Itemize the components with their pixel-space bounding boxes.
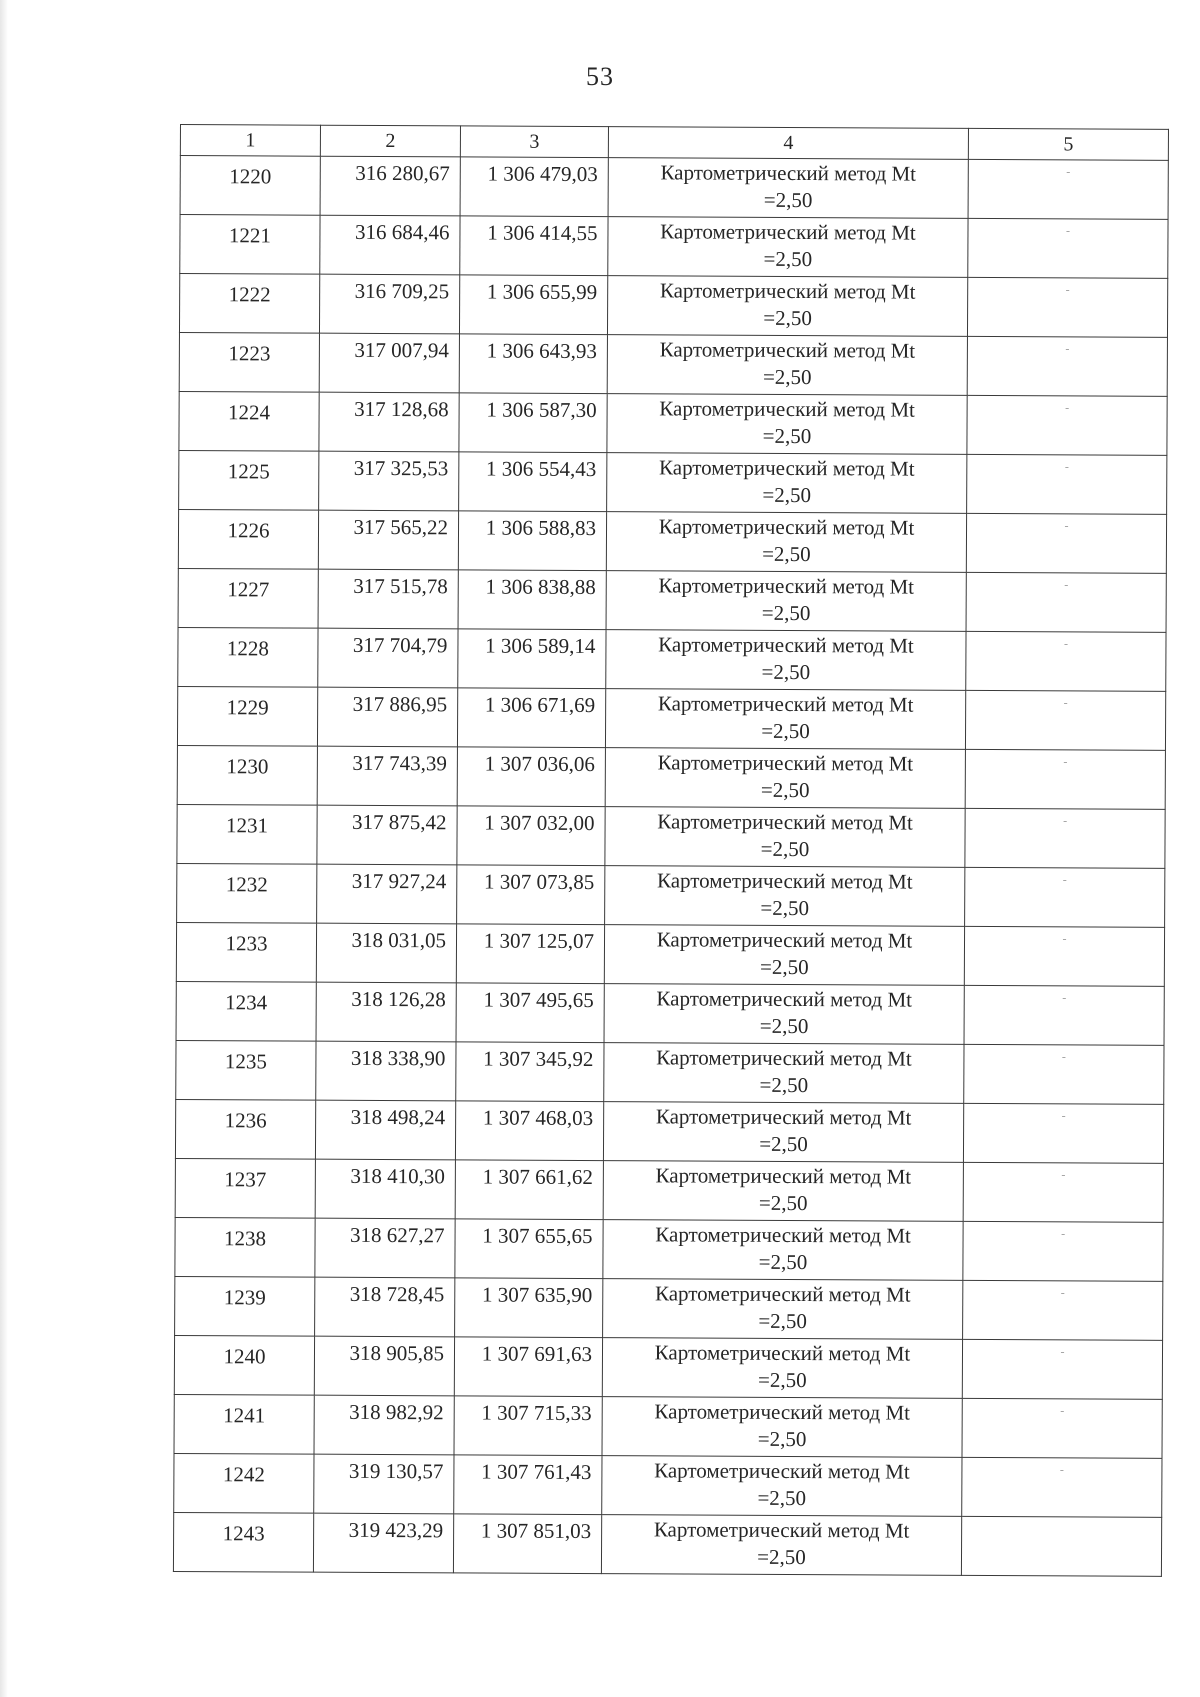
note-cell: - bbox=[962, 1339, 1162, 1399]
note-cell: - bbox=[966, 572, 1166, 632]
header-cell-1: 1 bbox=[180, 125, 320, 157]
header-row bbox=[180, 125, 1168, 161]
method-cell bbox=[603, 1102, 963, 1163]
method-cell bbox=[607, 394, 967, 455]
table-row bbox=[179, 450, 1167, 514]
y-coordinate-cell: 1 307 851,03 bbox=[453, 1514, 601, 1574]
table-row bbox=[175, 1217, 1163, 1281]
y-coordinate-cell: 1 307 761,43 bbox=[454, 1455, 602, 1515]
note-cell: - bbox=[968, 218, 1168, 278]
note-cell: - bbox=[965, 690, 1165, 750]
method-name: Картометрический метод Mt bbox=[654, 1340, 911, 1366]
note-cell: - bbox=[967, 277, 1167, 337]
y-coordinate-cell: 1 307 661,62 bbox=[455, 1160, 603, 1220]
x-coordinate-cell: 318 410,30 bbox=[315, 1159, 455, 1219]
method-name: Картометрический метод Mt bbox=[656, 927, 913, 953]
point-number-cell: 1220 bbox=[180, 156, 320, 216]
table-row bbox=[177, 745, 1165, 809]
y-coordinate-cell: 1 306 554,43 bbox=[459, 452, 607, 512]
method-cell bbox=[605, 689, 965, 750]
note-cell: - bbox=[964, 926, 1164, 986]
note-cell: - bbox=[963, 1221, 1163, 1281]
method-cell bbox=[602, 1338, 962, 1399]
accuracy-value: =2,50 bbox=[763, 246, 813, 272]
point-number-cell: 1232 bbox=[177, 863, 317, 923]
x-coordinate-cell: 318 728,45 bbox=[315, 1277, 455, 1337]
y-coordinate-cell: 1 307 345,92 bbox=[456, 1042, 604, 1102]
accuracy-value: =2,50 bbox=[760, 777, 810, 803]
table-row bbox=[176, 981, 1164, 1045]
accuracy-value: =2,50 bbox=[762, 482, 812, 508]
x-coordinate-cell: 318 031,05 bbox=[316, 923, 456, 983]
method-name: Картометрический метод Mt bbox=[655, 1163, 912, 1189]
x-coordinate-cell: 317 325,53 bbox=[319, 451, 459, 511]
note-cell: - bbox=[964, 1044, 1164, 1104]
point-number-cell: 1221 bbox=[180, 215, 320, 275]
x-coordinate-cell: 316 684,46 bbox=[320, 215, 460, 275]
header-cell-2: 2 bbox=[320, 125, 460, 157]
x-coordinate-cell: 316 709,25 bbox=[319, 274, 459, 334]
y-coordinate-cell: 1 307 032,00 bbox=[457, 806, 605, 866]
x-coordinate-cell: 317 128,68 bbox=[319, 392, 459, 452]
y-coordinate-cell: 1 306 589,14 bbox=[458, 629, 606, 689]
x-coordinate-cell: 317 007,94 bbox=[319, 333, 459, 393]
method-cell bbox=[606, 630, 966, 691]
method-name: Картометрический метод Mt bbox=[653, 1517, 910, 1543]
point-number-cell: 1229 bbox=[177, 686, 317, 746]
method-name: Картометрический метод Mt bbox=[656, 868, 913, 894]
table-row bbox=[174, 1453, 1162, 1517]
method-name: Картометрический метод Mt bbox=[659, 278, 916, 304]
y-coordinate-cell: 1 307 715,33 bbox=[454, 1396, 602, 1456]
point-number-cell: 1228 bbox=[178, 627, 318, 687]
x-coordinate-cell: 318 627,27 bbox=[315, 1218, 455, 1278]
method-cell bbox=[604, 1043, 964, 1104]
coordinates-table-container bbox=[173, 124, 1168, 1577]
method-name: Картометрический метод Mt bbox=[657, 809, 913, 835]
point-number-cell: 1237 bbox=[175, 1158, 315, 1218]
y-coordinate-cell: 1 306 655,99 bbox=[459, 275, 607, 335]
x-coordinate-cell: 318 126,28 bbox=[316, 982, 456, 1042]
table-row bbox=[174, 1394, 1162, 1458]
method-name: Картометрический метод Mt bbox=[658, 632, 914, 658]
note-cell: - bbox=[965, 808, 1165, 868]
x-coordinate-cell: 316 280,67 bbox=[320, 156, 460, 216]
x-coordinate-cell: 319 130,57 bbox=[314, 1454, 454, 1514]
point-number-cell: 1227 bbox=[178, 568, 318, 628]
accuracy-value: =2,50 bbox=[761, 659, 811, 685]
point-number-cell: 1238 bbox=[175, 1217, 315, 1277]
method-name: Картометрический метод Mt bbox=[655, 1104, 912, 1130]
accuracy-value: =2,50 bbox=[761, 718, 810, 744]
point-number-cell: 1225 bbox=[179, 450, 319, 510]
method-cell bbox=[607, 335, 967, 396]
y-coordinate-cell: 1 306 671,69 bbox=[457, 688, 605, 748]
y-coordinate-cell: 1 306 587,30 bbox=[459, 393, 607, 453]
y-coordinate-cell: 1 306 838,88 bbox=[458, 570, 606, 630]
note-cell: - bbox=[964, 985, 1164, 1045]
accuracy-value: =2,50 bbox=[760, 836, 810, 862]
method-cell bbox=[603, 1220, 963, 1281]
method-cell bbox=[602, 1397, 962, 1458]
accuracy-value: =2,50 bbox=[760, 954, 809, 980]
y-coordinate-cell: 1 307 468,03 bbox=[455, 1101, 603, 1161]
table-row bbox=[178, 509, 1166, 573]
table-row bbox=[180, 215, 1168, 279]
note-cell: - bbox=[967, 336, 1167, 396]
y-coordinate-cell: 1 307 495,65 bbox=[456, 983, 604, 1043]
y-coordinate-cell: 1 306 643,93 bbox=[459, 334, 607, 394]
note-cell: - bbox=[963, 1162, 1163, 1222]
accuracy-value: =2,50 bbox=[758, 1308, 808, 1334]
x-coordinate-cell: 317 743,39 bbox=[317, 746, 457, 806]
note-cell: - bbox=[963, 1103, 1163, 1163]
method-cell bbox=[608, 217, 968, 278]
note-cell: - bbox=[966, 513, 1166, 573]
point-number-cell: 1231 bbox=[177, 804, 317, 864]
point-number-cell: 1234 bbox=[176, 981, 316, 1041]
method-name: Картометрический метод Mt bbox=[658, 455, 915, 481]
header-cell-4: 4 bbox=[608, 127, 968, 160]
header-cell-3: 3 bbox=[460, 126, 608, 158]
table-row bbox=[178, 627, 1166, 691]
x-coordinate-cell: 319 423,29 bbox=[313, 1513, 453, 1573]
point-number-cell: 1241 bbox=[174, 1394, 314, 1454]
table-row bbox=[175, 1276, 1163, 1340]
method-name: Картометрический метод Mt bbox=[654, 1458, 910, 1484]
header-cell-5: 5 bbox=[968, 128, 1168, 160]
method-cell bbox=[603, 1279, 963, 1340]
method-name: Картометрический метод Mt bbox=[654, 1399, 911, 1425]
accuracy-value: =2,50 bbox=[757, 1485, 807, 1511]
table-row bbox=[179, 274, 1167, 338]
note-cell: - bbox=[965, 749, 1165, 809]
method-cell bbox=[604, 984, 964, 1045]
x-coordinate-cell: 317 875,42 bbox=[317, 805, 457, 865]
table-row bbox=[175, 1158, 1163, 1222]
scan-edge-shadow bbox=[0, 0, 8, 1697]
y-coordinate-cell: 1 307 036,06 bbox=[457, 747, 605, 807]
method-name: Картометрический метод Mt bbox=[656, 1045, 912, 1071]
x-coordinate-cell: 318 905,85 bbox=[314, 1336, 454, 1396]
method-cell bbox=[605, 748, 965, 809]
method-name: Картометрический метод Mt bbox=[659, 396, 915, 422]
point-number-cell: 1235 bbox=[176, 1040, 316, 1100]
method-cell bbox=[601, 1515, 961, 1576]
x-coordinate-cell: 317 886,95 bbox=[317, 687, 457, 747]
table-row bbox=[179, 391, 1167, 455]
y-coordinate-cell: 1 306 479,03 bbox=[460, 157, 608, 217]
accuracy-value: =2,50 bbox=[763, 305, 812, 331]
accuracy-value: =2,50 bbox=[761, 600, 811, 626]
accuracy-value: =2,50 bbox=[762, 541, 811, 567]
point-number-cell: 1226 bbox=[178, 509, 318, 569]
method-name: Картометрический метод Mt bbox=[658, 514, 915, 540]
accuracy-value: =2,50 bbox=[759, 1072, 809, 1098]
table-row bbox=[177, 686, 1165, 750]
point-number-cell: 1224 bbox=[179, 391, 319, 451]
y-coordinate-cell: 1 307 073,85 bbox=[457, 865, 605, 925]
accuracy-value: =2,50 bbox=[762, 423, 812, 449]
page-number: 53 bbox=[586, 62, 614, 91]
table-row bbox=[173, 1512, 1161, 1576]
x-coordinate-cell: 317 704,79 bbox=[318, 628, 458, 688]
method-name: Картометрический метод Mt bbox=[656, 986, 913, 1012]
x-coordinate-cell: 317 565,22 bbox=[318, 510, 458, 570]
accuracy-value: =2,50 bbox=[763, 187, 813, 213]
accuracy-value: =2,50 bbox=[759, 1131, 808, 1157]
y-coordinate-cell: 1 307 125,07 bbox=[456, 924, 604, 984]
accuracy-value: =2,50 bbox=[760, 895, 810, 921]
note-cell: - bbox=[962, 1398, 1162, 1458]
point-number-cell: 1236 bbox=[175, 1099, 315, 1159]
point-number-cell: 1233 bbox=[176, 922, 316, 982]
y-coordinate-cell: 1 307 691,63 bbox=[454, 1337, 602, 1397]
accuracy-value: =2,50 bbox=[758, 1367, 807, 1393]
method-name: Картометрический метод Mt bbox=[660, 160, 917, 186]
coordinates-table bbox=[173, 124, 1169, 1577]
method-name: Картометрический метод Mt bbox=[655, 1222, 911, 1248]
method-cell bbox=[603, 1161, 963, 1222]
accuracy-value: =2,50 bbox=[757, 1426, 807, 1452]
table-row bbox=[180, 156, 1168, 220]
accuracy-value: =2,50 bbox=[759, 1013, 809, 1039]
x-coordinate-cell: 318 982,92 bbox=[314, 1395, 454, 1455]
point-number-cell: 1239 bbox=[175, 1276, 315, 1336]
x-coordinate-cell: 318 338,90 bbox=[316, 1041, 456, 1101]
method-name: Картометрический метод Mt bbox=[658, 573, 915, 599]
note-cell bbox=[961, 1516, 1161, 1576]
point-number-cell: 1222 bbox=[179, 274, 319, 334]
point-number-cell: 1240 bbox=[174, 1335, 314, 1395]
note-cell: - bbox=[962, 1457, 1162, 1517]
accuracy-value: =2,50 bbox=[757, 1544, 806, 1570]
table-row bbox=[177, 804, 1165, 868]
table-row bbox=[175, 1099, 1163, 1163]
y-coordinate-cell: 1 306 588,83 bbox=[458, 511, 606, 571]
accuracy-value: =2,50 bbox=[762, 364, 812, 390]
method-cell bbox=[607, 276, 967, 337]
table-row bbox=[176, 922, 1164, 986]
method-name: Картометрический метод Mt bbox=[654, 1281, 911, 1307]
note-cell: - bbox=[963, 1280, 1163, 1340]
table-body bbox=[173, 156, 1168, 1577]
method-cell bbox=[606, 571, 966, 632]
x-coordinate-cell: 317 515,78 bbox=[318, 569, 458, 629]
method-cell bbox=[605, 866, 965, 927]
point-number-cell: 1223 bbox=[179, 332, 319, 392]
note-cell: - bbox=[966, 631, 1166, 691]
method-name: Картометрический метод Mt bbox=[659, 337, 916, 363]
method-cell bbox=[604, 925, 964, 986]
method-name: Картометрический метод Mt bbox=[660, 219, 916, 245]
table-row bbox=[179, 332, 1167, 396]
method-cell bbox=[608, 158, 968, 219]
point-number-cell: 1243 bbox=[173, 1512, 313, 1572]
x-coordinate-cell: 318 498,24 bbox=[315, 1100, 455, 1160]
table-row bbox=[177, 863, 1165, 927]
method-name: Картометрический метод Mt bbox=[657, 750, 914, 776]
table-row bbox=[178, 568, 1166, 632]
note-cell: - bbox=[967, 395, 1167, 455]
method-name: Картометрический метод Mt bbox=[657, 691, 914, 717]
point-number-cell: 1242 bbox=[174, 1453, 314, 1513]
y-coordinate-cell: 1 307 655,65 bbox=[455, 1219, 603, 1279]
method-cell bbox=[606, 512, 966, 573]
method-cell bbox=[602, 1456, 962, 1517]
point-number-cell: 1230 bbox=[177, 745, 317, 805]
y-coordinate-cell: 1 307 635,90 bbox=[455, 1278, 603, 1338]
note-cell: - bbox=[967, 454, 1167, 514]
note-cell: - bbox=[965, 867, 1165, 927]
note-cell: - bbox=[968, 159, 1168, 219]
y-coordinate-cell: 1 306 414,55 bbox=[460, 216, 608, 276]
table-row bbox=[176, 1040, 1164, 1104]
accuracy-value: =2,50 bbox=[758, 1249, 808, 1275]
table-row bbox=[174, 1335, 1162, 1399]
x-coordinate-cell: 317 927,24 bbox=[317, 864, 457, 924]
method-cell bbox=[605, 807, 965, 868]
method-cell bbox=[607, 453, 967, 514]
accuracy-value: =2,50 bbox=[758, 1190, 808, 1216]
